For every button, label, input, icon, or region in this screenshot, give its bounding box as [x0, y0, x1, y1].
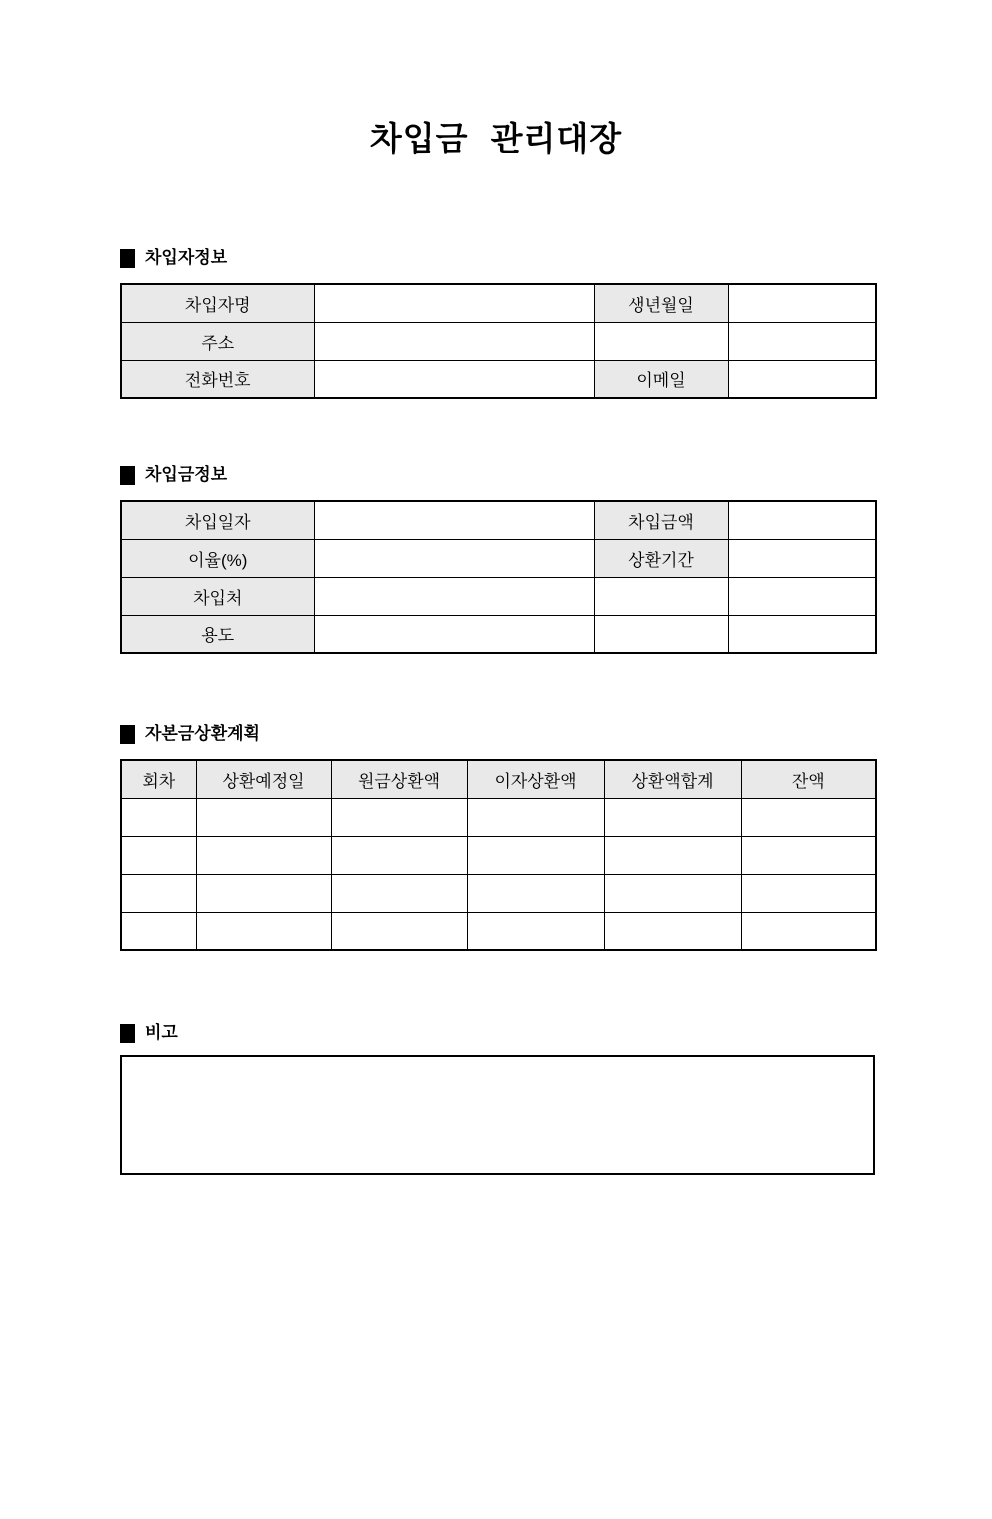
field-label-loan-amount: 차입금액	[594, 501, 728, 539]
field-label-lender: 차입처	[121, 577, 314, 615]
table-row	[121, 284, 876, 322]
input-cell-lender[interactable]	[314, 577, 594, 615]
empty-cell[interactable]	[121, 836, 196, 874]
column-header-total: 상환액합계	[604, 760, 741, 798]
section-heading-borrower	[120, 246, 875, 270]
table-row	[121, 539, 876, 577]
table-row	[121, 501, 876, 539]
column-header-due-date: 상환예정일	[196, 760, 331, 798]
input-cell-interest-rate[interactable]	[314, 539, 594, 577]
field-label-phone: 전화번호	[121, 360, 314, 398]
empty-cell[interactable]	[604, 836, 741, 874]
empty-cell[interactable]	[121, 912, 196, 950]
empty-cell[interactable]	[331, 836, 467, 874]
empty-cell[interactable]	[467, 798, 604, 836]
input-cell-birth-date[interactable]	[728, 284, 876, 322]
empty-cell[interactable]	[467, 836, 604, 874]
empty-cell[interactable]	[331, 798, 467, 836]
field-label-interest-rate: 이율(%)	[121, 539, 314, 577]
empty-cell[interactable]	[741, 912, 876, 950]
empty-cell[interactable]	[196, 874, 331, 912]
section-loan-info	[120, 463, 875, 654]
section-remarks	[120, 1021, 875, 1175]
section-repayment-plan	[120, 722, 875, 951]
table-row	[121, 836, 876, 874]
empty-cell[interactable]	[728, 577, 876, 615]
empty-cell[interactable]	[728, 615, 876, 653]
empty-cell[interactable]	[196, 798, 331, 836]
empty-cell[interactable]	[196, 912, 331, 950]
empty-cell[interactable]	[594, 615, 728, 653]
empty-cell[interactable]	[741, 874, 876, 912]
section-heading-label: 자본금상환계획	[145, 724, 260, 744]
empty-cell[interactable]	[121, 798, 196, 836]
page-title: 차입금 관리대장	[369, 120, 623, 157]
section-borrower-info	[120, 246, 875, 399]
repayment-plan-table	[120, 759, 877, 951]
empty-cell[interactable]	[196, 836, 331, 874]
empty-cell[interactable]	[604, 798, 741, 836]
field-label-birth-date: 생년월일	[594, 284, 728, 322]
input-cell-address[interactable]	[314, 322, 594, 360]
empty-cell[interactable]	[604, 912, 741, 950]
empty-cell[interactable]	[728, 322, 876, 360]
document-body	[120, 246, 875, 1175]
table-row	[121, 874, 876, 912]
section-heading-label: 차입금정보	[145, 465, 228, 485]
black-square-icon	[120, 725, 135, 744]
section-heading-remarks	[120, 1021, 875, 1045]
section-heading-repayment	[120, 722, 875, 746]
empty-cell[interactable]	[604, 874, 741, 912]
borrower-info-table	[120, 283, 877, 399]
input-cell-phone[interactable]	[314, 360, 594, 398]
empty-cell[interactable]	[121, 874, 196, 912]
empty-cell[interactable]	[594, 577, 728, 615]
field-label-purpose: 용도	[121, 615, 314, 653]
empty-cell[interactable]	[331, 874, 467, 912]
table-row	[121, 615, 876, 653]
remarks-input-box[interactable]	[120, 1055, 875, 1175]
empty-cell[interactable]	[467, 874, 604, 912]
column-header-installment: 회차	[121, 760, 196, 798]
table-row	[121, 798, 876, 836]
black-square-icon	[120, 249, 135, 268]
input-cell-purpose[interactable]	[314, 615, 594, 653]
field-label-email: 이메일	[594, 360, 728, 398]
input-cell-loan-amount[interactable]	[728, 501, 876, 539]
input-cell-repayment-period[interactable]	[728, 539, 876, 577]
section-heading-loan	[120, 463, 875, 487]
empty-cell[interactable]	[741, 798, 876, 836]
column-header-principal: 원금상환액	[331, 760, 467, 798]
table-row	[121, 577, 876, 615]
empty-cell[interactable]	[467, 912, 604, 950]
column-header-interest: 이자상환액	[467, 760, 604, 798]
loan-info-table	[120, 500, 877, 654]
black-square-icon	[120, 1024, 135, 1043]
field-label-repayment-period: 상환기간	[594, 539, 728, 577]
empty-cell[interactable]	[741, 836, 876, 874]
input-cell-loan-date[interactable]	[314, 501, 594, 539]
table-row	[121, 360, 876, 398]
input-cell-borrower-name[interactable]	[314, 284, 594, 322]
input-cell-email[interactable]	[728, 360, 876, 398]
table-row	[121, 322, 876, 360]
empty-cell[interactable]	[331, 912, 467, 950]
table-header-row	[121, 760, 876, 798]
column-header-balance: 잔액	[741, 760, 876, 798]
empty-cell[interactable]	[594, 322, 728, 360]
table-row	[121, 912, 876, 950]
section-heading-label: 비고	[145, 1023, 178, 1043]
section-heading-label: 차입자정보	[145, 248, 228, 268]
field-label-borrower-name: 차입자명	[121, 284, 314, 322]
black-square-icon	[120, 466, 135, 485]
field-label-loan-date: 차입일자	[121, 501, 314, 539]
field-label-address: 주소	[121, 322, 314, 360]
